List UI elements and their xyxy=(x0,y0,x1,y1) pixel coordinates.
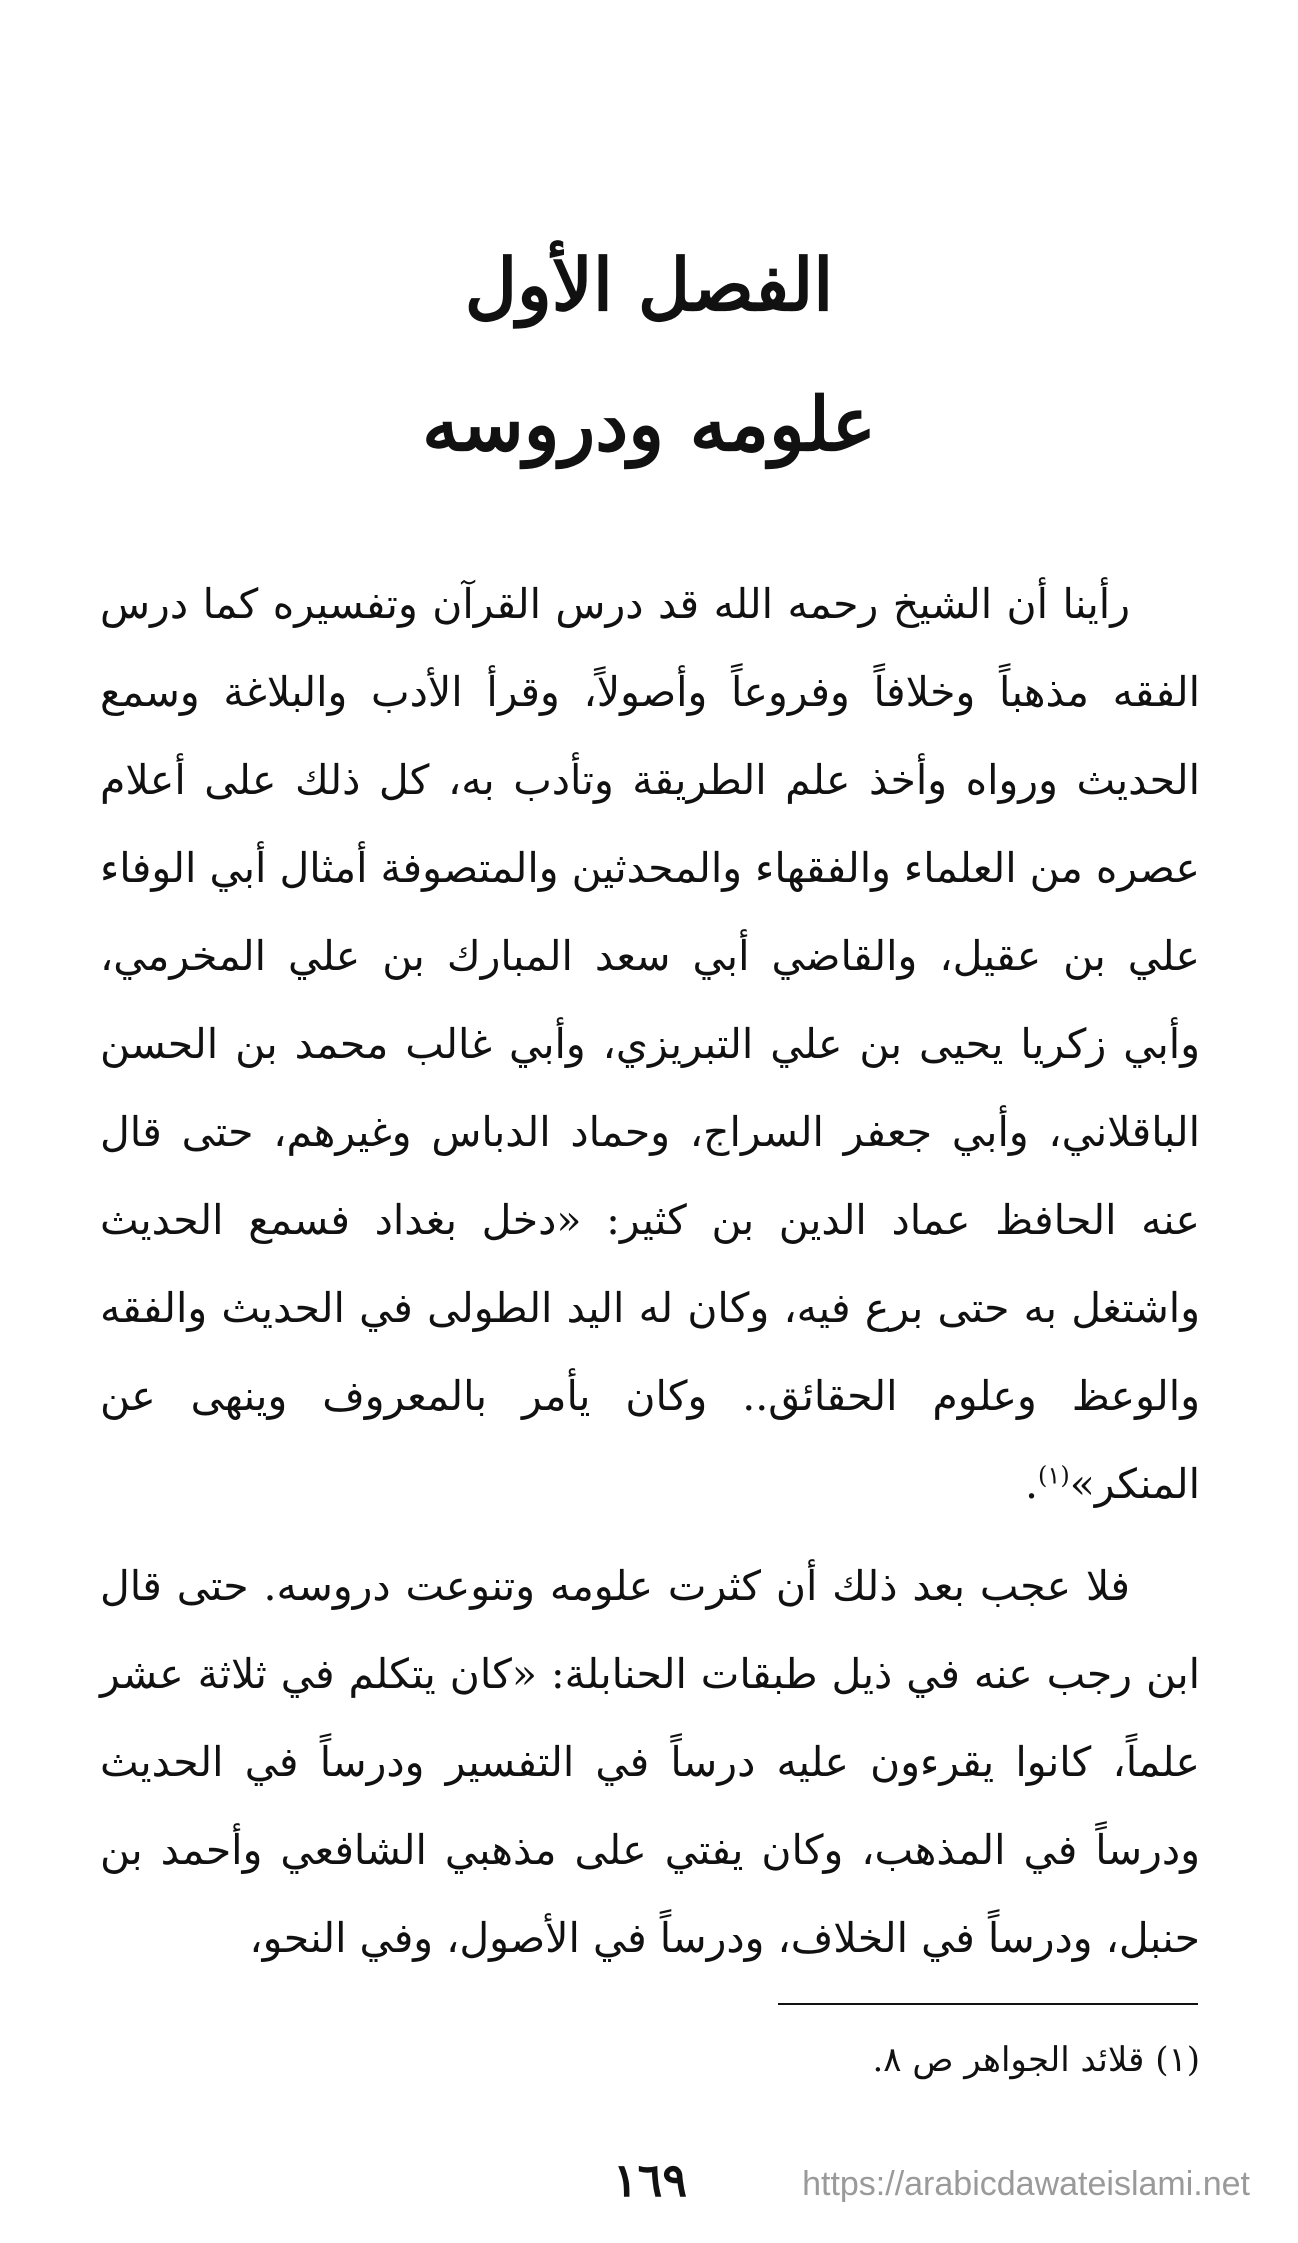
body-text xyxy=(100,560,1200,1996)
chapter-title: الفصل الأول xyxy=(464,242,834,327)
footnote-divider xyxy=(778,2003,1198,2005)
watermark-url: https://arabicdawateislami.net xyxy=(802,2165,1250,2203)
paragraph xyxy=(100,560,1200,1528)
paragraph xyxy=(100,1542,1200,1982)
footnote-reference[interactable]: (١) xyxy=(1038,1461,1070,1490)
paragraph-text: فلا عجب بعد ذلك أن كثرت علومه وتنوعت دروسه. حتى قال ابن رجب عنه في ذيل طبقات الحنابلة: «كان يتكلم في ثلاثة عشر علماً، كانوا يقرءون عليه درساً في التفسير ودرساً في الحديث ودرساً في المذهب، وكان يفتي على مذهبي الشافعي وأحمد بن حنبل، ودرساً في الخلاف، ودرساً في الأصول، وفي النحو، xyxy=(100,1562,1200,1962)
paragraph-end: . xyxy=(1025,1460,1039,1508)
page-number: ١٦٩ xyxy=(612,2153,688,2207)
paragraph-text: رأينا أن الشيخ رحمه الله قد درس القرآن وتفسيره كما درس الفقه مذهباً وخلافاً وفروعاً وأصولاً، وقرأ الأدب والبلاغة وسمع الحديث ورواه وأخذ علم الطريقة وتأدب به، كل ذلك على أعلام عصره من العلماء والفقهاء والمحدثين والمتصوفة أمثال أبي الوفاء علي بن عقيل، والقاضي أبي سعد المبارك بن علي المخرمي، وأبي زكريا يحيى بن علي التبريزي، وأبي غالب محمد بن الحسن الباقلاني، وأبي جعفر السراج، وحماد الدباس وغيرهم، حتى قال عنه الحافظ عماد الدين بن كثير: «دخل بغداد فسمع الحديث واشتغل به حتى برع فيه، وكان له اليد الطولى في الحديث والفقه والوعظ وعلوم الحقائق.. وكان يأمر بالمعروف وينهى عن المنكر» xyxy=(100,580,1200,1508)
footnote: (١) قلائد الجواهر ص ٨. xyxy=(872,2040,1200,2080)
chapter-subtitle: علومه ودروسه xyxy=(422,382,876,468)
